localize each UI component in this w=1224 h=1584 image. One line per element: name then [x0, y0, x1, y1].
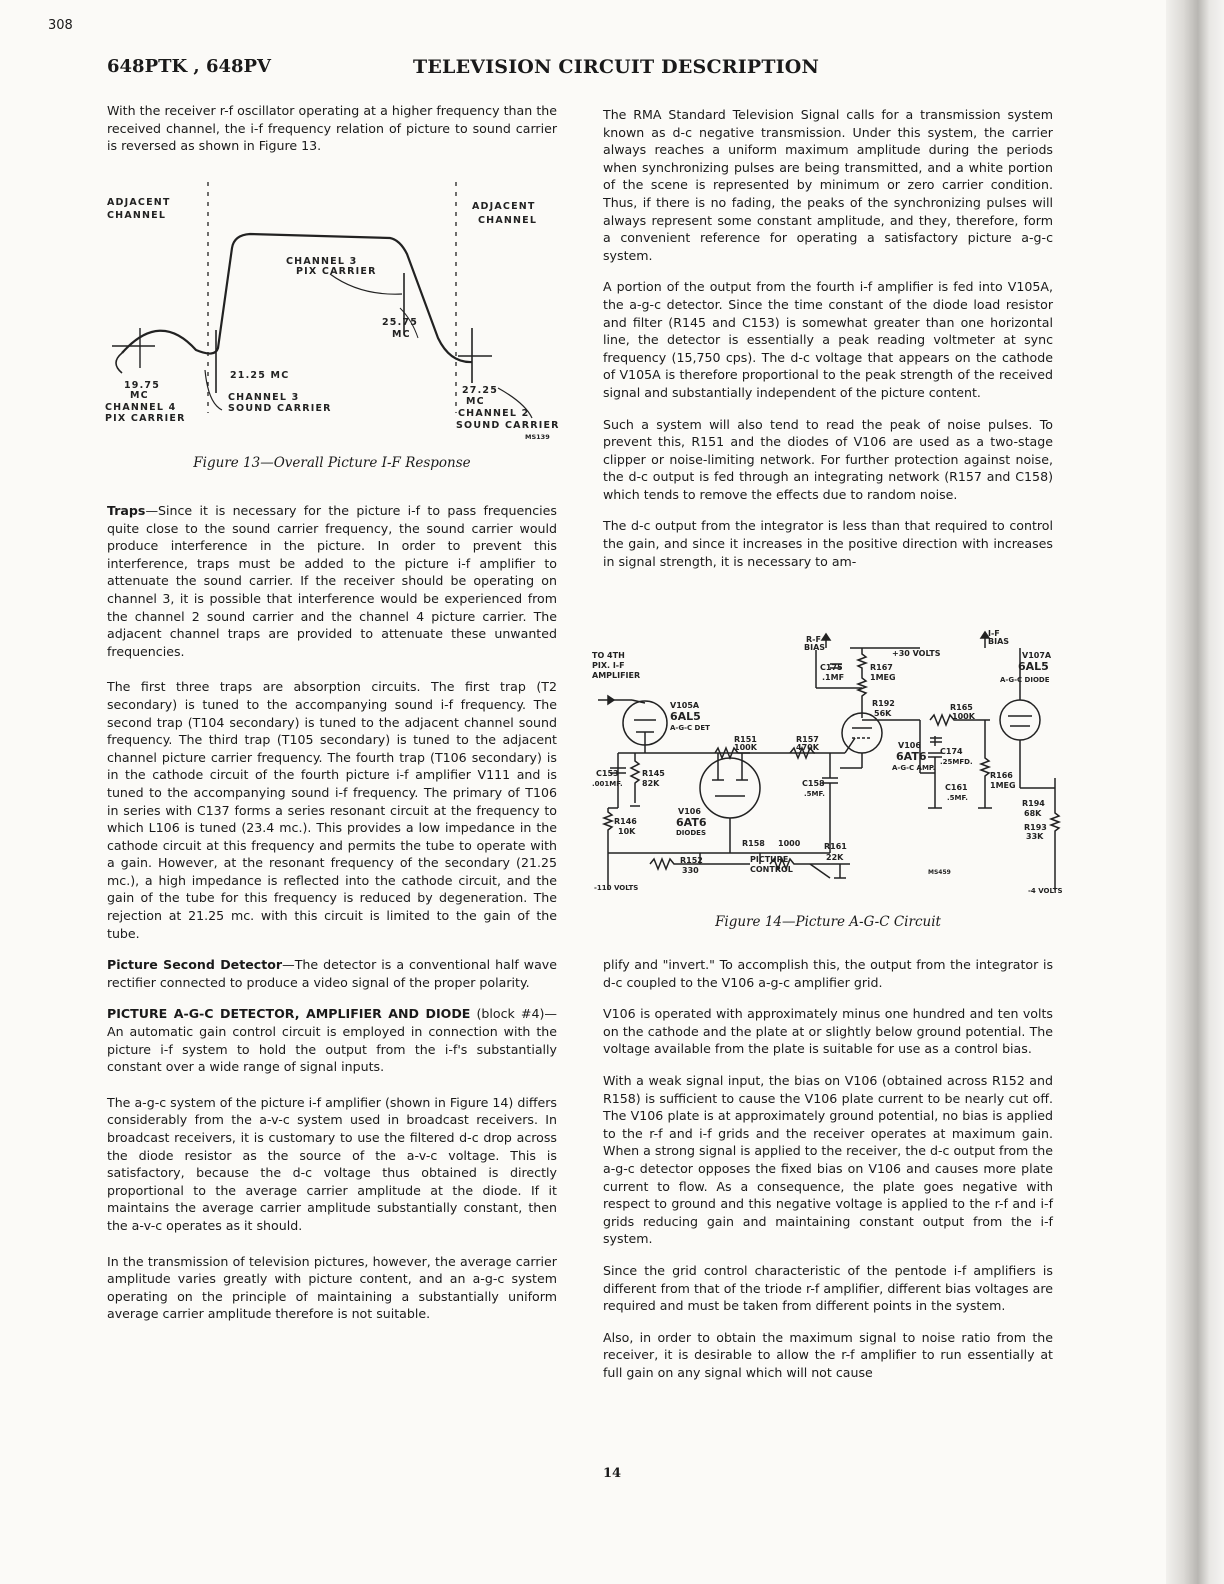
fig14-label: R-F: [806, 635, 821, 644]
fig14-label: C153: [596, 769, 619, 778]
fig13-label: MC: [130, 390, 149, 401]
fig14-label: C174: [940, 747, 963, 756]
fig14-label: 6AT6: [676, 816, 707, 829]
fig14-label: .001MF.: [592, 780, 623, 788]
fig14-label: R157: [796, 735, 819, 744]
fig14-label: 22K: [826, 853, 844, 862]
fig14-label: 6AL5: [670, 710, 701, 723]
v106-amp-tube: [842, 713, 882, 753]
fig14-label: BIAS: [988, 637, 1010, 646]
fig14-label: TO 4TH: [592, 651, 625, 660]
fig14-label: R166: [990, 771, 1013, 780]
fig14-label: R194: [1022, 799, 1045, 808]
fig14-label: BIAS: [804, 643, 826, 652]
fig13-label: MC: [392, 329, 411, 340]
fig14-label: R151: [734, 735, 757, 744]
footer-page-number: 14: [602, 1466, 622, 1481]
fig13-label: CHANNEL 3: [286, 256, 358, 267]
fig14-label: PICTURE: [750, 855, 789, 864]
paragraph: V106 is operated with approximately minus one hundred and ten volts on the cathode and the plate at or slightly below ground potential. The voltage available from the plate is suitable for use as a control bias.: [603, 1006, 1053, 1057]
fig14-label: I-F: [988, 629, 1000, 638]
fig14-label: 6AL5: [1018, 660, 1049, 673]
fig13-label: CHANNEL 3: [228, 392, 300, 403]
fig14-label: V106: [898, 741, 921, 750]
book-spine-edge: [1166, 0, 1224, 1584]
paragraph: Traps—Since it is necessary for the picture i-f to pass frequencies quite close to the sound carrier frequency, the sound carrier would produce interference in the picture. In order to prevent this interference, traps must be added to the picture i-f amplifier to attenuate the sound carrier. If the receiver should be operating on channel 3, it is possible that interference would be experienced from the channel 2 sound carrier and the channel 4 picture carrier. The adjacent channel traps are provided to attenuate these unwanted frequencies.: [107, 503, 557, 659]
paragraph: A portion of the output from the fourth i-f amplifier is fed into V105A, the a-g-c detector. Since the time constant of the diode load resistor and filter (R145 and C153) is somewhat greater than one horizontal line, the detector is essentially a peak reading voltmeter at sync frequency (15,750 cps). The d-c voltage that appears on the cathode of V105A is therefore proportional to the peak strength of the received signal and substantially independent of the picture content.: [603, 279, 1053, 400]
fig14-label: R146: [614, 817, 637, 826]
fig14-label: C161: [945, 783, 968, 792]
fig14-label: 82K: [642, 779, 660, 788]
section-heading: PICTURE A-G-C DETECTOR, AMPLIFIER AND DIODE: [107, 1006, 471, 1022]
fig14-label: V106: [678, 807, 701, 816]
fig14-label: 6AT6: [896, 750, 927, 763]
fig14-label: R161: [824, 842, 847, 851]
fig14-label: -110 VOLTS: [594, 884, 639, 892]
fig13-label: SOUND CARRIER: [228, 403, 332, 414]
fig14-label: R193: [1024, 823, 1047, 832]
fig14-label: A-G-C DIODE: [1000, 676, 1050, 684]
paragraph: The first three traps are absorption circuits. The first trap (T2 secondary) is tuned to the accompanying sound i-f frequency. The second trap (T104 secondary) is tuned to the adjacent channel sound frequency. The third trap (T105 secondary) is tuned to the adjacent channel picture carrier frequency. The fourth trap (T106 secondary) is in the cathode circuit of the fourth picture i-f amplifier V111 and is tuned to the accompanying sound i-f frequency. The primary of T106 in series with C137 forms a series resonant circuit at the frequency to which L106 is tuned (23.4 mc.). This provides a low impedance in the cathode circuit at this frequency and permits the tube to operate with a gain. However, at the resonant frequency of the secondary (21.25 mc.), a high impedance is reflected into the cathode circuit, and the gain of the tube for this frequency is reduced by degeneration. The rejection at 21.25 mc. with this circuit is limited to the gain of the tube.: [107, 679, 557, 941]
fig14-label: 10K: [618, 827, 636, 836]
figure-14-caption: Figure 14—Picture A-G-C Circuit: [715, 914, 941, 930]
paragraph: Also, in order to obtain the maximum signal to noise ratio from the receiver, it is desirable to allow the r-f amplifier to run essentially at full gain on any signal which will not cause: [603, 1329, 1053, 1380]
fig14-label: C158: [802, 779, 825, 788]
fig14-label: 56K: [874, 709, 892, 718]
fig14-label: 1MEG: [990, 781, 1016, 790]
fig13-label: ADJACENT: [472, 201, 536, 212]
fig14-label: 68K: [1024, 809, 1042, 818]
fig13-label: SOUND CARRIER: [456, 420, 560, 431]
intro-paragraph: [107, 102, 557, 169]
fig13-label: PIX CARRIER: [105, 413, 186, 424]
figure-13-response-curve: [100, 178, 565, 450]
fig14-label: 1MEG: [870, 673, 896, 682]
paragraph: The RMA Standard Television Signal calls for a transmission system known as d-c negative transmission. Under this system, the carrier always reaches a uniform maximum amplitude during the periods when synchronizing pulses are being transmitted, and a white portion of the scene is represented by minimum or zero carrier condition. Thus, if there is no fading, the peaks of the synchronizing pulses will always represent some constant amplitude, and they, therefore, form a convenient reference for operating a satisfactory picture a-g-c system.: [603, 107, 1053, 263]
figure-13-caption: Figure 13—Overall Picture I-F Response: [193, 455, 471, 471]
fig14-label: R165: [950, 703, 973, 712]
fig14-label: R158: [742, 839, 765, 848]
fig14-label: CONTROL: [750, 865, 793, 874]
fig14-label: 100K: [734, 743, 757, 752]
fig13-label: 27.25: [462, 385, 499, 396]
paragraph: PICTURE A-G-C DETECTOR, AMPLIFIER AND DIODE (block #4)—An automatic gain control circuit is employed in connection with the picture i-f system to hold the output from the i-f's substantially constant over a wide range of signal inputs.: [107, 1006, 557, 1075]
fig14-label: .1MF: [822, 673, 845, 682]
fig14-label: .5MF.: [804, 790, 825, 798]
response-curve: [122, 234, 472, 362]
fig14-label: A-G-C DET: [670, 724, 710, 732]
fig13-label: PIX CARRIER: [296, 266, 377, 277]
fig14-label: .25MFD.: [940, 758, 973, 766]
fig14-label: -4 VOLTS: [1028, 887, 1063, 895]
fig14-label: DIODES: [676, 829, 706, 837]
fig14-label: R192: [872, 699, 895, 708]
fig13-label: CHANNEL 2: [458, 408, 530, 419]
fig14-label: R167: [870, 663, 893, 672]
paragraph: plify and "invert." To accomplish this, the output from the integrator is d-c coupled to the V106 a-g-c amplifier grid.: [603, 957, 1053, 990]
paragraph: With the receiver r-f oscillator operating at a higher frequency than the received channel, the i-f frequency relation of picture to sound carrier is reversed as shown in Figure 13.: [107, 103, 557, 154]
fig14-label: R145: [642, 769, 665, 778]
left-column: [107, 502, 557, 1337]
paragraph: In the transmission of television pictures, however, the average carrier amplitude varies greatly with picture content, and an a-g-c system operating on the principle of maintaining a substantially uniform average carrier amplitude therefore is not suitable.: [107, 1253, 557, 1322]
v106-diodes-tube: [700, 758, 760, 818]
fig14-label: MS459: [928, 869, 951, 876]
paragraph: The d-c output from the integrator is less than that required to control the gain, and since it increases in the positive direction with increases in signal strength, it is necessary to am-: [603, 518, 1053, 569]
run-in-heading: Traps: [107, 503, 146, 518]
fig14-label: V107A: [1022, 651, 1052, 660]
paragraph: With a weak signal input, the bias on V106 (obtained across R152 and R158) is sufficient to cause the V106 plate current to be nearly cut off. The V106 plate is at approximately ground potential, no bias is applied to the r-f and i-f grids and the receiver operates at maximum gain. When a strong signal is applied to the receiver, the d-c output from the a-g-c detector opposes the fixed bias on V106 and causes more plate current to flow. As a consequence, the plate goes negative with respect to ground and this negative voltage is applied to the r-f and i-f grids reducing gain and maintaining constant output from the i-f system.: [603, 1072, 1053, 1247]
fig14-label: V105A: [670, 701, 700, 710]
v107a-tube: [1000, 700, 1040, 740]
fig13-label: CHANNEL: [478, 215, 538, 226]
fig14-label: AMPLIFIER: [592, 671, 641, 680]
fig14-label: 470K: [796, 743, 819, 752]
model-numbers: 648PTK , 648PV: [107, 56, 272, 77]
run-in-heading: Picture Second Detector: [107, 957, 283, 973]
fig14-label: 33K: [1026, 832, 1044, 841]
paragraph: The a-g-c system of the picture i-f amplifier (shown in Figure 14) differs considerably from the a-v-c system used in broadcast receivers. In broadcast receivers, it is customary to use the filtered d-c drop across the diode resistor as the source of the a-v-c voltage. This is satisfactory, because the d-c voltage thus obtained is directly proportional to the average carrier amplitude at the diode. If it maintains the average carrier amplitude substantially constant, then the a-v-c operates as it should.: [107, 1094, 557, 1233]
fig14-label: R152: [680, 856, 703, 865]
page-number: 308: [48, 18, 73, 33]
fig13-label: 19.75: [124, 380, 161, 391]
fig14-label: 1000: [778, 839, 801, 848]
fig13-label: ADJACENT: [107, 197, 171, 208]
page-title: TELEVISION CIRCUIT DESCRIPTION: [413, 56, 820, 78]
figure-14-schematic: [590, 628, 1070, 910]
fig13-label: 25.75: [382, 317, 419, 328]
fig14-label: .5MF.: [947, 794, 968, 802]
fig13-ref: MS139: [525, 433, 550, 441]
fig14-label: C175: [820, 663, 843, 672]
fig13-label: 21.25 MC: [230, 370, 290, 381]
paragraph: Such a system will also tend to read the peak of noise pulses. To prevent this, R151 and the diodes of V106 are used as a two-stage clipper or noise-limiting network. For further protection against noise, the d-c output is fed through an integrating network (R157 and C158) which tends to remove the effects due to random noise.: [603, 416, 1053, 502]
fig13-label: CHANNEL: [107, 210, 167, 221]
paragraph: Picture Second Detector—The detector is a conventional half wave rectifier connected to produce a video signal of the proper polarity.: [107, 957, 557, 990]
fig14-label: 330: [682, 866, 699, 875]
fig14-label: 100K: [952, 712, 975, 721]
paragraph: Since the grid control characteristic of the pentode i-f amplifiers is different from that of the triode r-f amplifier, different bias voltages are required and must be taken from different points in the system.: [603, 1262, 1053, 1314]
fig14-label: PIX. I-F: [592, 661, 625, 670]
fig14-label: +30 VOLTS: [892, 649, 941, 658]
right-column-bottom: [603, 956, 1053, 1395]
right-column-top: [603, 106, 1053, 584]
fig14-label: A-G-C AMP.: [892, 764, 936, 772]
fig13-label: MC: [466, 396, 485, 407]
fig13-label: CHANNEL 4: [105, 402, 177, 413]
